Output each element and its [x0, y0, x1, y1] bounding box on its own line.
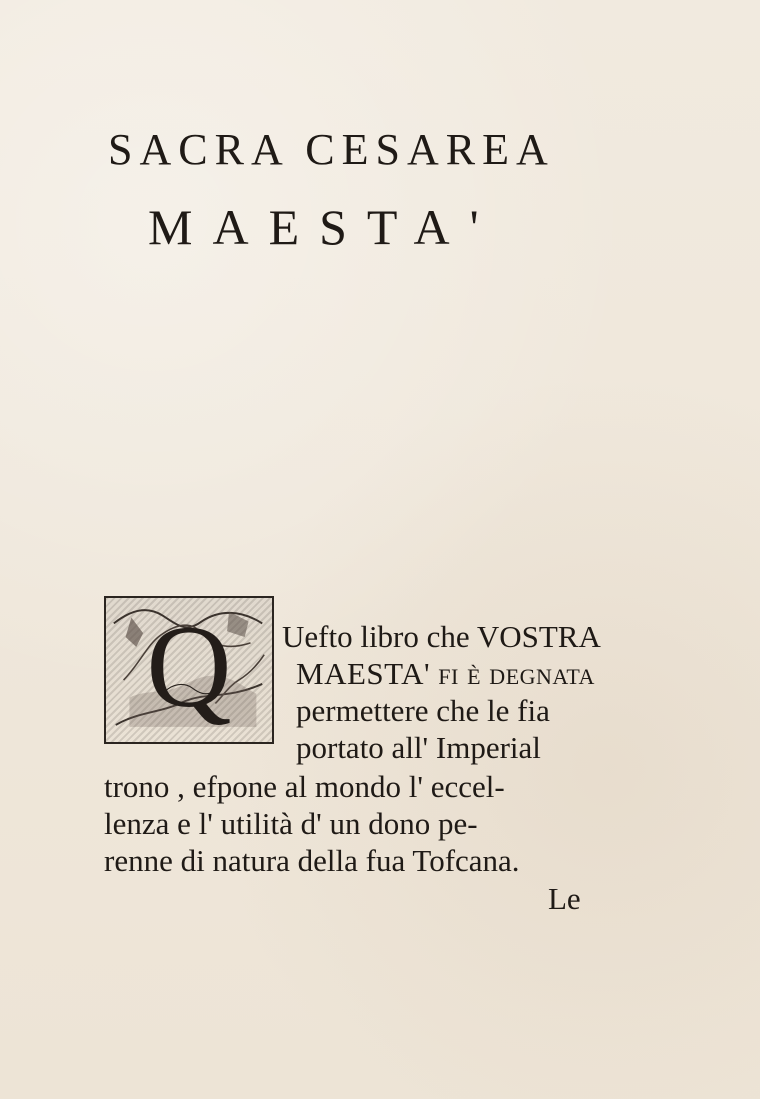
paragraph-line-3: permettere che le fia	[296, 693, 550, 728]
title-line-1: SACRA CESAREA	[108, 125, 555, 174]
paragraph-line-5: trono , efpone al mondo l' eccel-	[104, 769, 505, 804]
catchword: Le	[548, 881, 581, 916]
title-line-2: MAESTA'	[148, 199, 499, 255]
paragraph-line-4: portato all' Imperial	[296, 730, 541, 765]
paragraph-line-7: renne di natura della fua Tofcana.	[104, 843, 520, 878]
paragraph-line-2: MAESTA' fi è degnata	[296, 656, 595, 691]
paragraph-line-6: lenza e l' utilità d' un dono pe-	[104, 806, 478, 841]
decorated-initial	[104, 596, 274, 744]
paragraph-line-1: Uefto libro che VOSTRA	[282, 619, 601, 654]
initial-letter: Q	[146, 601, 232, 732]
